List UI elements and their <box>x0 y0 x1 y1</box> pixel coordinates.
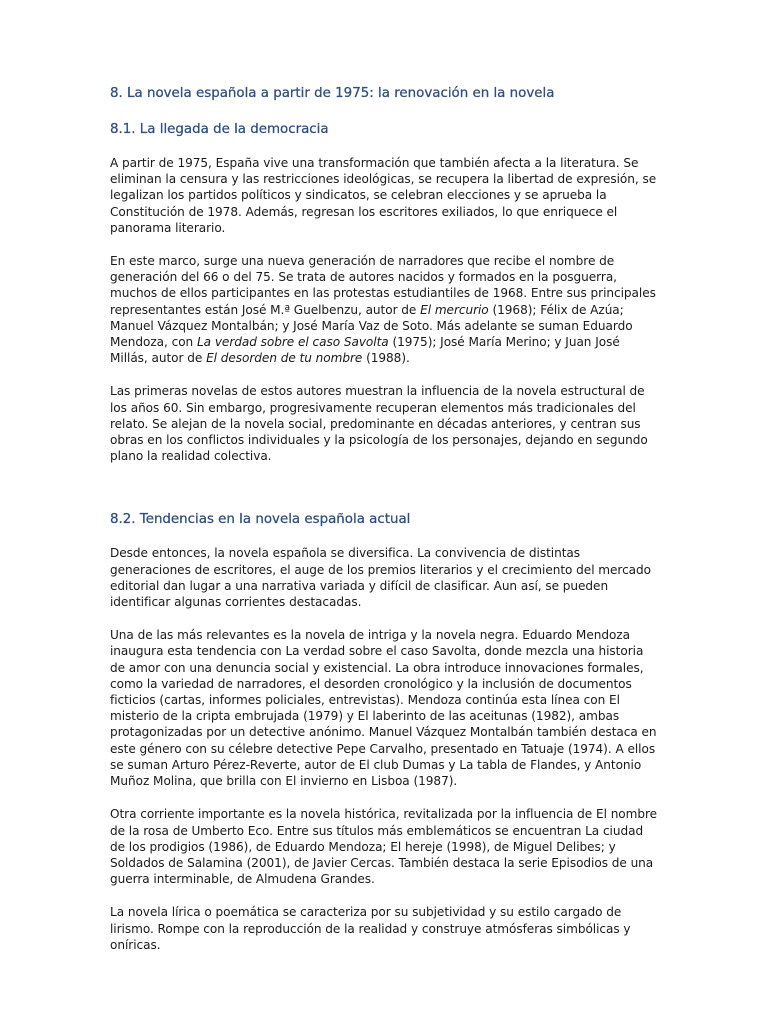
document-page <box>110 84 660 953</box>
title-desorden-nombre: El desorden de tu nombre <box>206 351 363 366</box>
text-run: En este marco, surge una nueva generación de narradores que recibe el nombre de generación del 66 o del 75. Se trata de autores nacidos y formados en la posguerra, muchos de ellos participantes en las protestas estudiantiles de 1968. Entre sus principales representantes están José M.ª Guelbenzu, autor de <box>110 254 656 317</box>
section-heading-democracia: 8.1. La llegada de la democracia <box>110 122 329 137</box>
chapter-heading: 8. La novela española a partir de 1975: la renovación en la novela <box>110 86 555 101</box>
paragraph-primeras-novelas: Las primeras novelas de estos autores muestran la influencia de la novela estructural de los años 60. Sin embargo, progresivamente recuperan elementos más tradicionales del relato. Se alejan de la novela social, predominante en décadas anteriores, y centran sus obras en los conflictos individuales y la psicología de los personajes, dejando en segundo plano la realidad colectiva. <box>110 384 648 464</box>
text-run: (1988). <box>362 351 410 366</box>
paragraph-transformacion: A partir de 1975, España vive una transformación que también afecta a la literatura. Se eliminan la censura y las restricciones ideológicas, se recupera la libertad de expresión, se legalizan los partidos políticos y sindicatos, se celebran elecciones y se aprueba la Constitución de 1978. Además, regresan los escritores exiliados, lo que enriquece el panorama literario. <box>110 156 657 235</box>
text-run: (1968); Félix de Azúa; Manuel Vázquez Montalbán; y José María Vaz de Soto. Más adelante se suman Eduardo Mendoza, con <box>110 302 633 350</box>
section-heading-tendencias: 8.2. Tendencias en la novela española actual <box>110 512 411 528</box>
text-run: (1975); José María Merino; y Juan José Millás, autor de <box>110 335 620 366</box>
paragraph-diversifica: Desde entonces, la novela española se diversifica. La convivencia de distintas generaciones de escritores, el auge de los premios literarios y el crecimiento del mercado editorial dan lugar a una narrativa variada y difícil de clasificar. Aun así, se pueden identificar algunas corrientes destacadas. <box>110 546 652 610</box>
paragraph-novela-historica: Otra corriente importante es la novela histórica, revitalizada por la influencia de El nombre de la rosa de Umberto Eco. Entre sus títulos más emblemáticos se encuentran La ciudad de los prodigios (1986), de Eduardo Mendoza; El hereje (1998), de Miguel Delibes; y Soldados de Salamina (2001), de Javier Cercas. También destaca la serie Episodios de una guerra interminable, de Almudena Grandes. <box>110 807 658 887</box>
paragraph-novela-lirica: La novela lírica o poemática se caracteriza por su subjetividad y su estilo cargado de lirismo. Rompe con la reproducción de la realidad y construye atmósferas simbólicas y oníricas. <box>110 905 631 952</box>
title-caso-savolta: La verdad sobre el caso Savolta <box>196 335 389 350</box>
paragraph-novela-negra: Una de las más relevantes es la novela de intriga y la novela negra. Eduardo Mendoza inaugura esta tendencia con La verdad sobre el caso Savolta, donde mezcla una historia de amor con una denuncia social y existencial. La obra introduce innovaciones formales, como la variedad de narradores, el desorden cronológico y la inclusión de documentos ficticios (cartas, informes policiales, entrevistas). Mendoza continúa esta línea con El misterio de la cripta embrujada (1979) y El laberinto de las aceitunas (1982), ambas protagonizadas por un detective anónimo. Manuel Vázquez Montalbán también destaca en este género con su célebre detective Pepe Carvalho, presentado en Tatuaje (1974). A ellos se suman Arturo Pérez-Reverte, autor de El club Dumas y La tabla de Flandes, y Antonio Muñoz Molina, que brilla con El invierno en Lisboa (1987). <box>110 628 657 789</box>
paragraph-nueva-generacion <box>110 253 660 366</box>
title-el-mercurio: El mercurio <box>420 302 489 317</box>
